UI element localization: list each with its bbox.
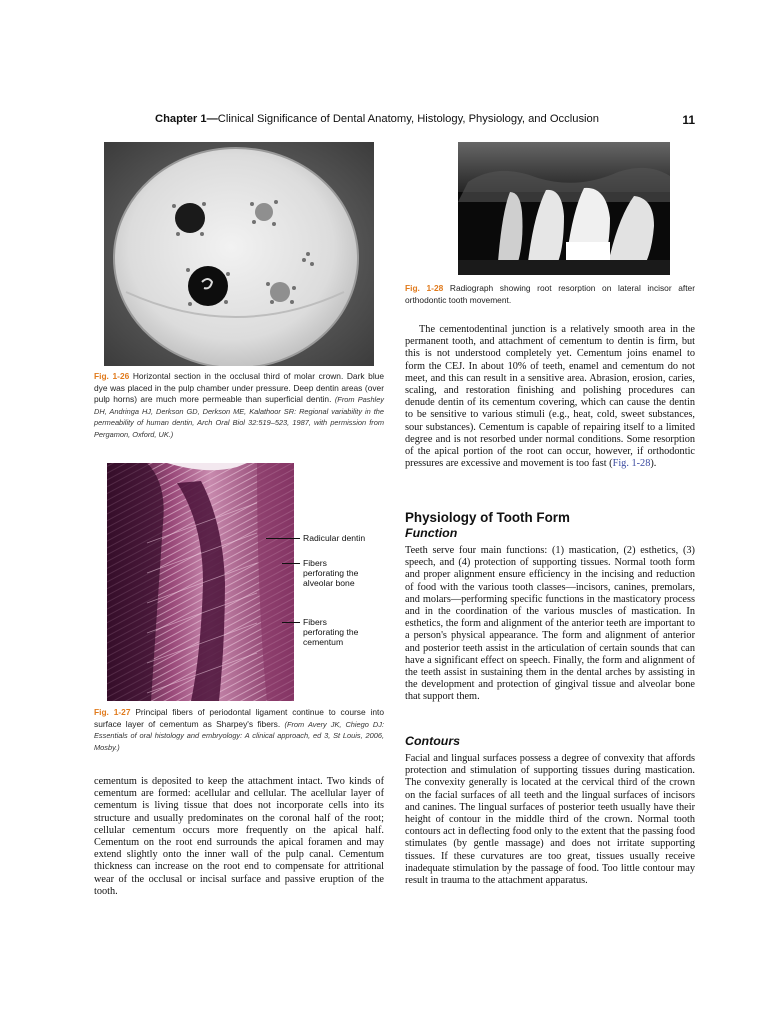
figure-1-26-caption	[94, 371, 384, 441]
caption-source: (From Avery JK, Chiego DJ: Essentials of oral histology and embryology: A clinical approach, ed 3, St Louis, 2006, Mosby.)	[94, 719, 385, 752]
caption-text: Horizontal section in the occlusal third of molar crown. Dark blue dye was placed in the pulp chamber under pressure. Deep dentin areas (over pulp horns) are much more permeable than superficial dentin.	[94, 371, 385, 405]
figure-1-27-caption	[94, 707, 384, 753]
figure-reference-link[interactable]: Fig. 1-28	[612, 458, 651, 470]
radiograph-illustration	[458, 142, 670, 275]
figure-1-28-caption	[405, 283, 695, 306]
label-fibers-cementum: Fibers perforating the cementum	[303, 617, 359, 647]
running-header	[155, 113, 695, 129]
figure-number: Fig. 1-28	[405, 283, 444, 293]
paragraph-function: Teeth serve four main functions: (1) mastication, (2) esthetics, (3) speech, and (4) protection of supporting tissues. Normal tooth form and proper alignment ensure efficiency in the incising and reduction of food with the various tooth classes—incisors, canines, premolars, and molars—performing specific functions in the masticatory process and in the coordination of the various muscles of mastication. In esthetics, the form and alignment of the anterior teeth are important to a person's physical appearance. The form and alignment of anterior and posterior teeth assist in the articulation of certain sounds that can have a significant effect on speech. Finally, the form and alignment of the teeth assist in sustaining them in the dental arches by assisting in the development and protection of gingival tissue and alveolar bone that support them.	[405, 545, 695, 703]
paragraph-cementodentinal-junction	[405, 324, 695, 470]
paragraph-text: The cementodentinal junction is a relatively smooth area in the permanent tooth, and attachment of cementum to dentin is firm, but this is not understood completely yet. Cementum joins enamel to form the CEJ. In about 10% of teeth, enamel and cementum do not meet, and this can result in a sensitive area. Abrasion, erosion, caries, scaling, and restoration finishing and polishing procedures can denude dentin of its cementum covering, which can cause the dentin to be sensitive to various stimuli (e.g., heat, cold, sweet substances, sour substances). Cementum is capable of repairing itself to a limited degree and is not resorbed under normal conditions. Some resorption of the apical portion of the root can occur, however, if orthodontic pressures are excessive and movement is too fast (	[405, 324, 695, 470]
periodontal-histology-illustration	[107, 463, 294, 701]
callout-line-radicular-dentin	[266, 538, 300, 539]
chapter-title: Clinical Significance of Dental Anatomy, Histology, Physiology, and Occlusion	[217, 113, 599, 125]
molar-section-illustration	[104, 142, 374, 366]
paragraph-text-end: ).	[650, 458, 657, 470]
label-radicular-dentin: Radicular dentin	[303, 533, 366, 543]
paragraph-cementum-types: cementum is deposited to keep the attachment intact. Two kinds of cementum are formed: acellular and cellular. The acellular layer of cementum is living tissue that does not incorporate cells into its structure and usually predominates on the coronal half of the root; cellular cementum occurs more frequently on the apical half. Cementum on the root end surrounds the apical foramen and may extend slightly onto the inner wall of the pulp canal. Cementum thickness can increase on the root end to compensate for attritional wear of the occlusal or incisal surface and passive eruption of the tooth.	[94, 776, 384, 897]
caption-source: (From Pashley DH, Andringa HJ, Derkson GD, Derkson ME, Kalathoor SR: Regional variability in the permeability of human dentin, Arch Oral Biol 32:519–523, 1987, with permission from Pergamon, Oxford, UK.)	[94, 395, 384, 439]
section-heading-physiology: Physiology of Tooth Form	[405, 510, 570, 525]
caption-text: Radiograph showing root resorption on lateral incisor after orthodontic tooth movement.	[405, 283, 695, 305]
callout-line-fibers-cementum	[282, 622, 300, 623]
figure-number: Fig. 1-26	[94, 371, 130, 381]
figure-1-28-image	[458, 142, 670, 275]
label-fibers-alveolar-bone: Fibers perforating the alveolar bone	[303, 558, 359, 588]
page-number: 11	[682, 113, 695, 127]
figure-1-26-image	[104, 142, 374, 366]
paragraph-contours: Facial and lingual surfaces possess a degree of convexity that affords protection and stimulation of supporting tissues during mastication. The convexity generally is located at the cervical third of the crown on the facial surfaces of all teeth and the lingual surfaces of incisors and canines. The lingual surfaces of posterior teeth usually have their height of contour in the middle third of the crown. Normal tooth contours act in deflecting food only to the extent that the passing food stimulates (by gentle massage) and does not irritate supporting tissues. If these curvatures are too great, tissues usually receive inadequate stimulation by the passage of food. Too little contour may result in trauma to the attachment apparatus.	[405, 753, 695, 887]
subsection-heading-contours: Contours	[405, 734, 461, 748]
subsection-heading-function: Function	[405, 526, 458, 540]
figure-1-27-image	[107, 463, 294, 701]
figure-number: Fig. 1-27	[94, 707, 131, 717]
callout-line-fibers-alveolar	[282, 563, 300, 564]
chapter-label: Chapter 1—	[155, 113, 218, 125]
caption-text: Principal fibers of periodontal ligament continue to course into surface layer of cementum as Sharpey's fibers.	[94, 707, 384, 729]
